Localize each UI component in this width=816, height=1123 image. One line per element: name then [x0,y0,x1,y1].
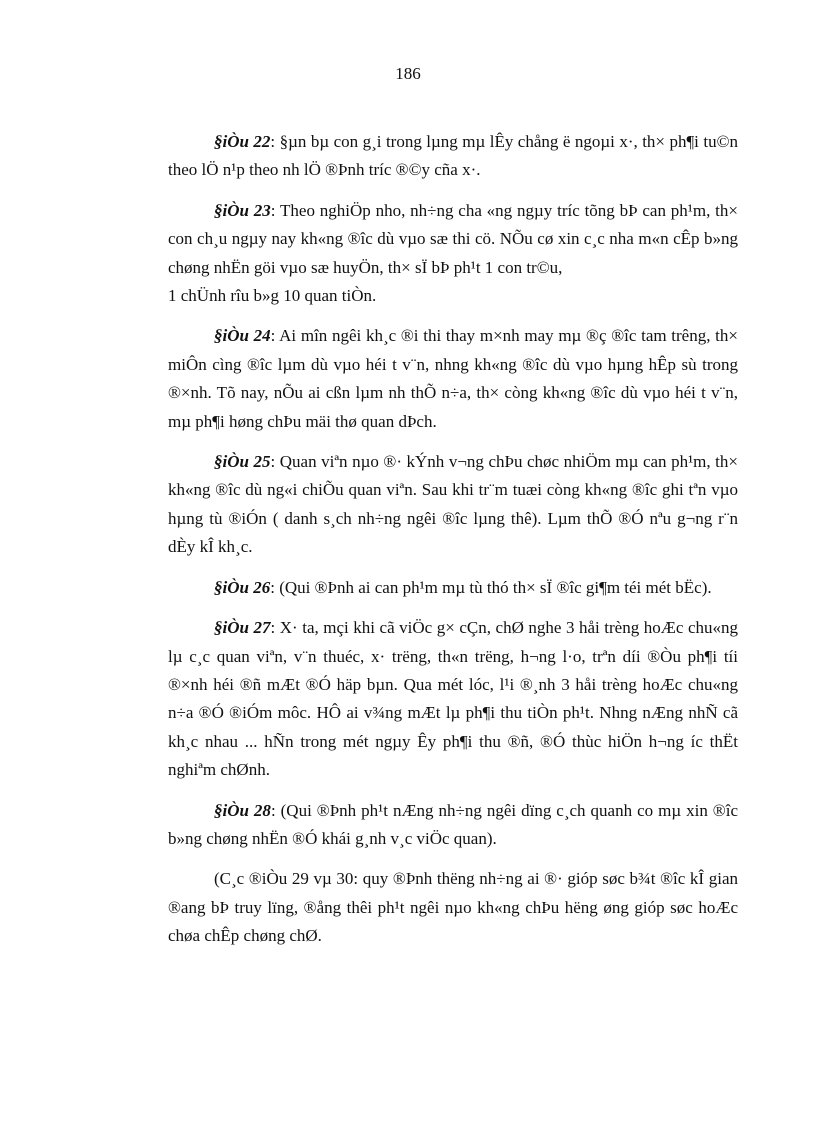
article-23-continuation: 1 chÜnh rîu b»g 10 quan tiÒn. [168,286,377,306]
article-28 [168,797,738,854]
page-body [168,128,738,963]
article-text: : Ai mîn ngêi kh¸c ®i thi thay m×nh may mµ ®ç ®îc tam trêng, th× miÔn cìng ®îc lµm dù vµo héi t v¨n, nhng kh«ng ®îc dù vµo hµng hÊp sù trong ®×nh. Tõ nay, nÕu ai cßn lµm nh thÕ n÷a, th× còng kh«ng ®îc dù vµo héi t v¨n, mµ ph¶i høng chÞu mäi thø quan dÞch. [168,326,738,431]
article-label: §iÒu 25 [214,452,271,472]
article-27 [168,614,738,784]
article-text: : (Qui ®Þnh ph¹t nÆng nh÷ng ngêi dïng c¸ch quanh co mµ xin ®îc b»ng chøng nhËn ®Ó khái g¸nh v¸c viÖc quan). [168,800,738,848]
article-text: : Quan viªn nµo ®· kÝnh v¬ng chÞu chøc nhiÖm mµ can ph¹m, th× kh«ng ®îc dù ng«i chiÕu quan viªn. Sau khi tr¨m tuæi còng kh«ng ®îc ghi tªn vµo hµng tù ®iÓn ( danh s¸ch nh÷ng ngêi ®îc lµng thê). Lµm thÕ ®Ó nªu g¬ng r¨n dÈy kÎ kh¸c. [168,452,738,557]
closing-note: (C¸c ®iÒu 29 vµ 30: quy ®Þnh thëng nh÷ng ai ®· gióp søc b¾t ®îc kÎ gian ®ang bÞ truy lïng, ®ång thêi ph¹t ngêi nµo kh«ng chÞu hëng øng gióp søc hoÆc chøa chÊp chøng chØ. [168,869,738,946]
article-26 [168,574,738,602]
article-label: §iÒu 22 [214,132,271,151]
article-22 [168,128,738,185]
article-label: §iÒu 28 [214,800,271,820]
article-text: : (Qui ®Þnh ai can ph¹m mµ tù thó th× sÏ ®îc gi¶m téi mét bËc). [270,577,712,597]
article-label: §iÒu 26 [214,577,271,597]
article-23 [168,197,738,282]
article-24 [168,322,738,436]
article-label: §iÒu 27 [214,618,271,638]
article-text: : X· ta, mçi khi cã viÖc g× cÇn, chØ nghe 3 håi trèng hoÆc chu«ng lµ c¸c quan viªn, v¨n thuéc, x· trëng, th«n trëng, h¬ng l·o, trªn díi ®Òu ph¶i tíi ®×nh héi ®ñ mÆt ®Ó häp bµn. Qua mét lóc, l¹i ®¸nh 3 håi trèng hoÆc chu«ng n÷a ®Ó ®iÓm môc. HÔ ai v¾ng mÆt lµ ph¶i thu tiÒn ph¹t. Nhng nÆng nhÑ cã kh¸c nhau ... hÑn trong mét ngµy Êy ph¶i thu ®ñ, ®Ó thùc hiÖn h¬ng íc thËt nghiªm chØnh. [168,618,738,780]
article-25 [168,448,738,562]
article-text: : Theo nghiÖp nho, nh÷ng cha «ng ngµy tríc tõng bÞ can ph¹m, th× con ch¸u ngµy nay kh«ng ®îc dù vµo sæ thi cö. NÕu cø xin c¸c nha m«n cÊp b»ng chøng nhËn göi vµo sæ huyÖn, th× sÏ bÞ ph¹t 1 con tr©u, [168,200,738,277]
page-number: 186 [395,64,421,83]
article-label: §iÒu 23 [214,200,271,220]
article-text: : §µn bµ con g¸i trong lµng mµ lÊy chång ë ngoµi x·, th× ph¶i tu©n theo lÖ n¹p theo nh lÖ ®Þnh tríc ®©y cña x·. [168,132,738,180]
article-label: §iÒu 24 [214,326,271,346]
